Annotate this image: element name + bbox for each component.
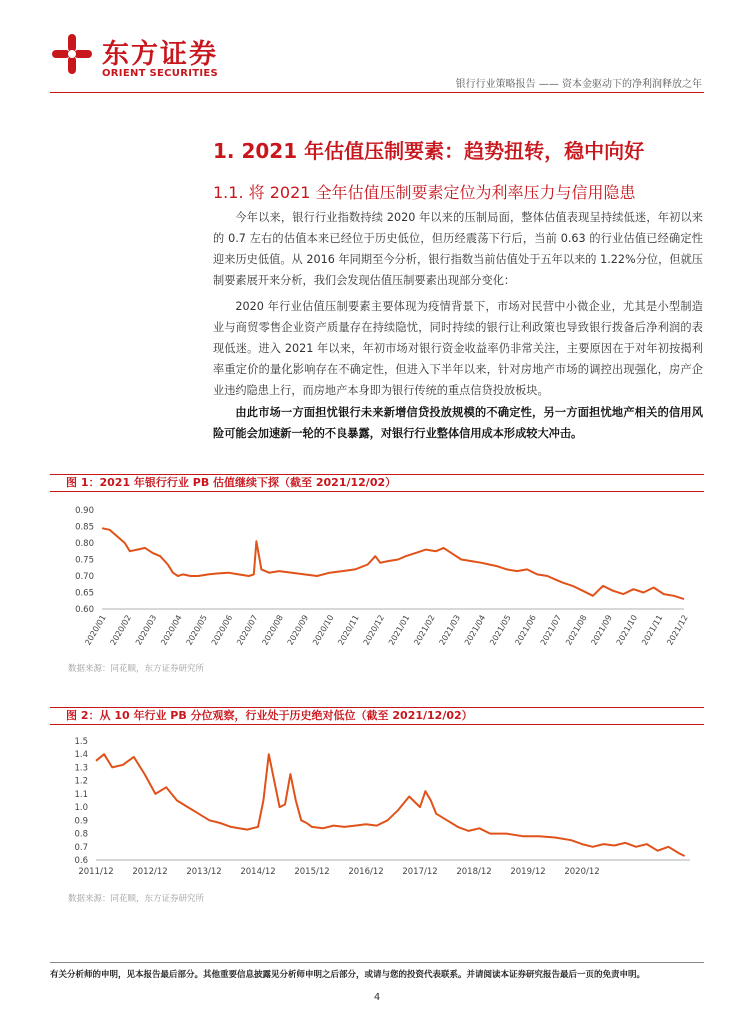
x-tick-label: 2021/09 bbox=[589, 613, 614, 647]
x-tick-label: 2021/08 bbox=[564, 613, 589, 647]
y-tick-label: 1.2 bbox=[74, 776, 88, 787]
x-tick-label: 2020/04 bbox=[159, 613, 184, 647]
x-tick-label: 2011/12 bbox=[78, 867, 114, 877]
x-tick-label: 2020/06 bbox=[209, 613, 235, 647]
report-title: 银行行业策略报告 —— 资本金驱动下的净利润释放之年 bbox=[455, 79, 702, 90]
x-tick-label: 2018/12 bbox=[456, 867, 492, 877]
brand-name-en: ORIENT SECURITIES bbox=[102, 68, 219, 79]
y-tick-label: 1.3 bbox=[74, 763, 88, 774]
y-tick-label: 0.8 bbox=[74, 829, 88, 840]
footer-divider bbox=[50, 962, 704, 963]
paragraph-1: 今年以来，银行行业指数持续 2020 年以来的压制局面，整体估值表现呈持续低迷，年初以来的 0.7 左右的估值本来已经位于历史低位，但历经震荡下行后，当前 0.63 的行业估值已经确定性迎来历史低值。从 2016 年同期至今分析，银行指数当前估值处于五年以来的 1.22%分位，但就压制要素展开来分析，我们会发现估值压制要素出现部分变化： bbox=[213, 211, 703, 287]
orient-logo-icon bbox=[50, 32, 94, 76]
x-tick-label: 2021/03 bbox=[437, 613, 462, 647]
y-tick-label: 1.0 bbox=[74, 803, 88, 814]
x-tick-label: 2020/11 bbox=[336, 613, 361, 647]
x-tick-label: 2021/02 bbox=[412, 613, 437, 647]
figure-1-source: 数据来源：同花顺，东方证券研究所 bbox=[68, 664, 205, 674]
x-tick-label: 2021/07 bbox=[538, 613, 564, 647]
y-tick-label: 0.85 bbox=[75, 522, 94, 533]
x-tick-label: 2021/06 bbox=[513, 613, 538, 647]
x-tick-label: 2021/10 bbox=[614, 613, 640, 647]
y-tick-label: 0.70 bbox=[75, 572, 94, 582]
page-number: 4 bbox=[373, 992, 381, 1003]
x-tick-label: 2019/12 bbox=[510, 867, 546, 877]
x-tick-label: 2014/12 bbox=[240, 867, 276, 877]
x-tick-label: 2020/08 bbox=[260, 613, 285, 647]
x-tick-label: 2015/12 bbox=[294, 867, 330, 877]
x-tick-label: 2021/01 bbox=[386, 613, 412, 647]
paragraph-3: 由此市场一方面担忧银行未来新增信贷投放规模的不确定性，另一方面担忧地产相关的信用风险可能会加速新一轮的不良暴露，对银行行业整体信用成本形成较大冲击。 bbox=[213, 406, 703, 440]
x-tick-label: 2020/12 bbox=[361, 613, 387, 647]
x-tick-label: 2020/01 bbox=[83, 613, 108, 647]
y-tick-label: 0.75 bbox=[75, 555, 94, 566]
y-tick-label: 0.7 bbox=[74, 842, 88, 853]
x-tick-label: 2020/02 bbox=[108, 613, 134, 647]
y-tick-label: 0.80 bbox=[75, 539, 94, 549]
x-tick-label: 2020/12 bbox=[564, 867, 600, 877]
x-tick-label: 2020/07 bbox=[235, 613, 260, 647]
x-tick-label: 2020/05 bbox=[184, 613, 209, 647]
subsection-heading: 1.1. 将 2021 全年估值压制要素定位为利率压力与信用隐患 bbox=[213, 183, 636, 202]
figure-1-chart bbox=[50, 498, 704, 658]
figure-2-chart bbox=[50, 731, 704, 881]
x-tick-label: 2021/04 bbox=[462, 613, 488, 647]
y-tick-label: 0.90 bbox=[75, 506, 94, 516]
figure-1-title: 图 1：2021 年银行行业 PB 估值继续下探（截至 2021/12/02） bbox=[50, 474, 704, 492]
x-tick-label: 2017/12 bbox=[402, 867, 438, 877]
y-tick-label: 0.9 bbox=[74, 816, 88, 827]
y-tick-label: 0.65 bbox=[75, 588, 94, 599]
figure-2-title: 图 2：从 10 年行业 PB 分位观察，行业处于历史绝对低位（截至 2021/12/02） bbox=[50, 707, 704, 725]
figure-2-source: 数据来源：同花顺，东方证券研究所 bbox=[68, 894, 205, 904]
section-heading: 1. 2021 年估值压制要素：趋势扭转，稳中向好 bbox=[213, 139, 645, 163]
y-tick-label: 1.4 bbox=[74, 750, 88, 761]
series-line-pb bbox=[102, 528, 684, 599]
header-divider bbox=[50, 92, 704, 93]
brand-name-cn: 东方证券 bbox=[102, 39, 218, 70]
y-tick-label: 0.6 bbox=[74, 856, 88, 866]
x-tick-label: 2016/12 bbox=[348, 867, 384, 877]
x-tick-label: 2020/10 bbox=[311, 613, 336, 647]
x-tick-label: 2012/12 bbox=[132, 867, 168, 877]
series-line-pb bbox=[96, 754, 685, 856]
x-tick-label: 2021/12 bbox=[665, 613, 690, 647]
y-tick-label: 1.5 bbox=[74, 737, 88, 747]
y-tick-label: 0.60 bbox=[75, 605, 94, 615]
x-tick-label: 2021/05 bbox=[488, 613, 513, 647]
x-tick-label: 2021/11 bbox=[640, 613, 665, 647]
x-tick-label: 2020/09 bbox=[285, 613, 311, 647]
paragraph-2: 2020 年行业估值压制要素主要体现为疫情背景下，市场对民营中小微企业，尤其是小型制造业与商贸零售企业资产质量存在持续隐忧，同时持续的银行让利政策也导致银行拨备后净利润的表现低迷。进入 2021 年以来，年初市场对银行资金收益率仍非常关注，主要原因在于对年初按揭利率重定价的量化影响存在不确定性，但进入下半年以来，针对房地产市场的调控出现强化，房产企业违约隐患上行，而房地产本身即为银行传统的重点信贷投放板块。 bbox=[213, 300, 703, 397]
footer-disclaimer: 有关分析师的申明，见本报告最后部分。其他重要信息披露见分析师申明之后部分，或请与您的投资代表联系。并请阅读本证券研究报告最后一页的免责申明。 bbox=[50, 970, 646, 980]
x-tick-label: 2013/12 bbox=[186, 867, 222, 877]
x-tick-label: 2020/03 bbox=[133, 613, 159, 647]
brand-logo bbox=[50, 28, 220, 88]
y-tick-label: 1.1 bbox=[74, 789, 88, 800]
